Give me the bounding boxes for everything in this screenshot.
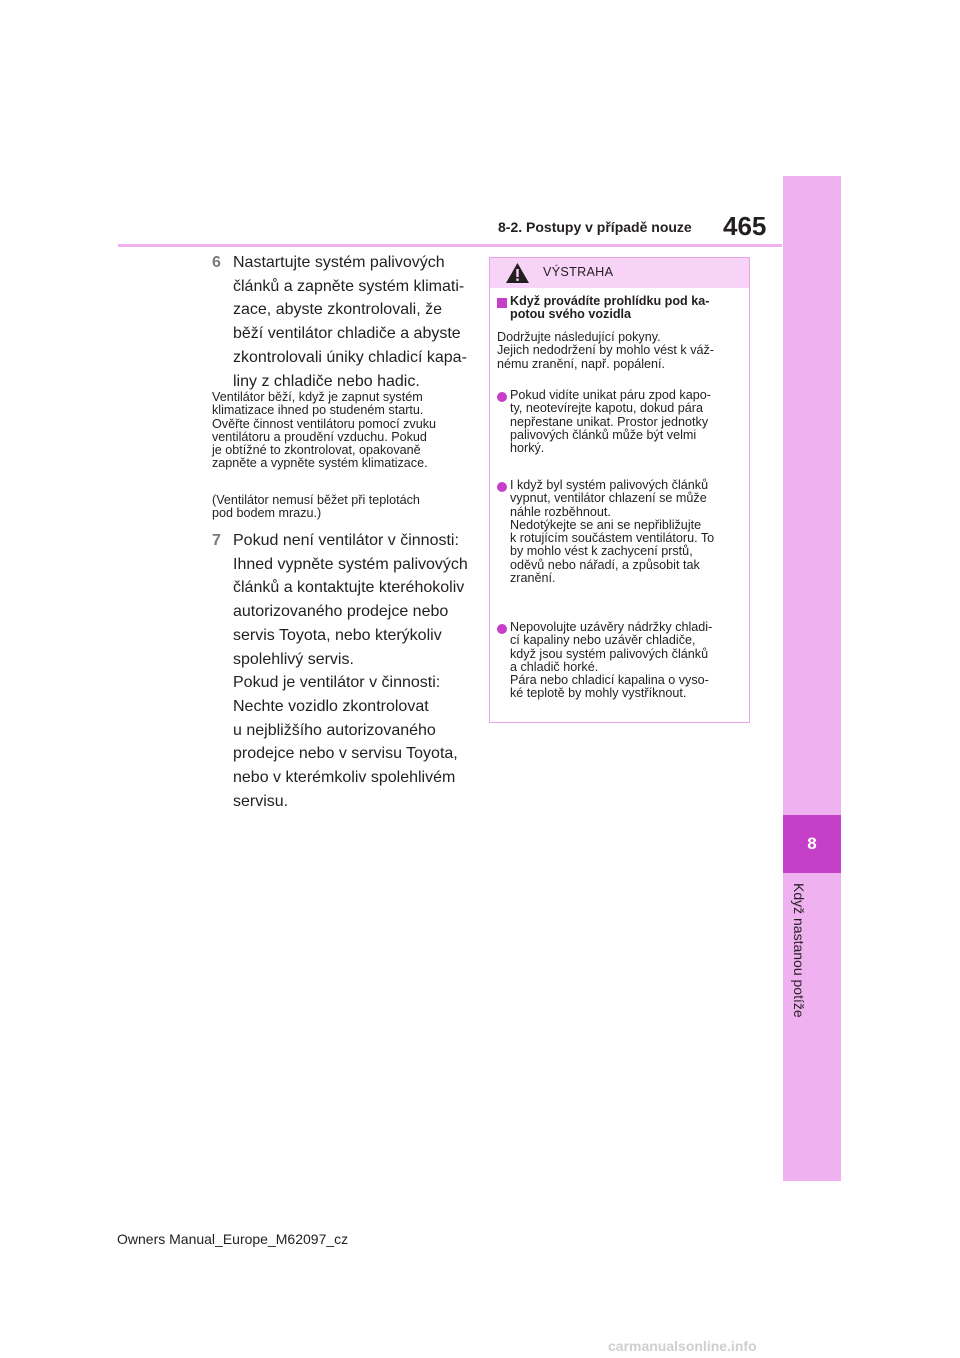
step-line: prodejce nebo v servisu Toyota,	[233, 745, 458, 763]
bullet-line: a chladič horké.	[510, 659, 599, 674]
warning-bullet	[510, 389, 746, 455]
step-line: článků a zapněte systém klimati-	[233, 277, 465, 295]
note-line: Ventilátor běží, když je zapnut systém	[212, 390, 423, 404]
step-line: Nastartujte systém palivových	[233, 254, 445, 271]
note-line: zapněte a vypněte systém klimatizace.	[212, 456, 428, 471]
step-number: 7	[212, 532, 221, 549]
bullet-line: náhle rozběhnout.	[510, 504, 611, 519]
bullet-line: by mohlo vést k zachycení prstů,	[510, 544, 693, 559]
step-7	[212, 529, 472, 813]
bullet-line: I když byl systém palivových článků	[510, 478, 709, 492]
bullet-line: ké teplotě by mohly vystříknout.	[510, 686, 687, 701]
chapter-number-badge: 8	[783, 815, 841, 873]
footer-doc-id: Owners Manual_Europe_M62097_cz	[117, 1231, 349, 1247]
note-line: Ověřte činnost ventilátoru pomocí zvuku	[212, 416, 436, 431]
step-line: běží ventilátor chladiče a abyste	[233, 325, 461, 343]
note-line: klimatizace ihned po studeném startu.	[212, 403, 424, 418]
step-line: Ihned vypněte systém palivových	[233, 555, 468, 573]
note-line: je obtížné to zkontrolovat, opakovaně	[212, 443, 421, 458]
bullet-line: Pára nebo chladicí kapalina o vyso-	[510, 673, 709, 688]
bullet-line: nepřestane unikat. Prostor jednotky	[510, 414, 709, 429]
note-line: ventilátoru a proudění vzduchu. Pokud	[212, 429, 427, 444]
step-line: Pokud je ventilátor v činnosti:	[233, 674, 441, 692]
section-title: 8-2. Postupy v případě nouze	[498, 219, 692, 235]
bullet-line: palivových článků může být velmi	[510, 427, 697, 442]
step-line: u nejbližšího autorizovaného	[233, 721, 436, 739]
bullet-line: horký.	[510, 441, 545, 456]
page-number: 465	[723, 211, 767, 241]
step-text	[233, 529, 472, 813]
bullet-icon	[497, 482, 507, 492]
warning-title: VÝSTRAHA	[543, 265, 614, 279]
warning-heading-line: potou svého vozidla	[510, 307, 632, 322]
step-line: zkontrolovali úniky chladicí kapa-	[233, 348, 467, 366]
chapter-label: Když nastanou potíže	[791, 883, 807, 1018]
note-paragraph	[212, 494, 472, 521]
bullet-icon	[497, 392, 507, 402]
watermark: carmanualsonline.info	[608, 1338, 757, 1354]
warning-bullet	[510, 621, 746, 701]
note-line: pod bodem mrazu.)	[212, 506, 322, 521]
step-line: článků a kontaktujte kteréhokoliv	[233, 579, 465, 597]
warning-intro	[497, 331, 747, 371]
warning-intro-line: Jejich nedodržení by mohlo vést k váž-	[497, 343, 714, 358]
bullet-icon	[497, 624, 507, 634]
note-paragraph	[212, 391, 472, 471]
heading-square-icon	[497, 298, 507, 308]
bullet-line: když jsou systém palivových článků	[510, 646, 709, 661]
bullet-line: zranění.	[510, 571, 556, 586]
bullet-line: oděvů nebo nářadí, a způsobit tak	[510, 557, 700, 572]
step-line: autorizovaného prodejce nebo	[233, 603, 449, 621]
step-6	[212, 251, 472, 393]
warning-heading-line: Když provádíte prohlídku pod ka-	[510, 294, 710, 308]
step-line: Pokud není ventilátor v činnosti:	[233, 532, 459, 549]
step-line: spolehlivý servis.	[233, 650, 354, 668]
step-line: liny z chladiče nebo hadic.	[233, 372, 420, 390]
step-number: 6	[212, 254, 221, 271]
step-line: Nechte vozidlo zkontrolovat	[233, 697, 429, 715]
step-line: servisu.	[233, 792, 289, 810]
warning-triangle-icon	[505, 262, 530, 284]
step-line: servis Toyota, nebo kterýkoliv	[233, 626, 442, 644]
bullet-line: Nedotýkejte se ani se nepřibližujte	[510, 517, 702, 532]
bullet-line: cí kapaliny nebo uzávěr chladiče,	[510, 633, 696, 648]
chapter-side-tab	[783, 176, 841, 1181]
bullet-line: ty, neotevírejte kapotu, dokud pára	[510, 401, 703, 416]
bullet-line: Pokud vidíte unikat páru zpod kapo-	[510, 388, 711, 402]
warning-bullet	[510, 479, 746, 585]
note-line: (Ventilátor nemusí běžet při teplotách	[212, 493, 420, 507]
header-divider	[118, 244, 782, 247]
warning-heading	[510, 295, 760, 322]
step-line: zace, abyste zkontrolovali, že	[233, 301, 442, 319]
bullet-line: Nepovolujte uzávěry nádržky chladi-	[510, 620, 713, 634]
warning-intro-line: nému zranění, např. popálení.	[497, 356, 666, 371]
step-line: nebo v kterémkoliv spolehlivém	[233, 769, 456, 787]
bullet-line: vypnut, ventilátor chlazení se může	[510, 491, 707, 506]
bullet-line: k rotujícím součástem ventilátoru. To	[510, 531, 715, 546]
step-text	[233, 251, 472, 393]
warning-intro-line: Dodržujte následující pokyny.	[497, 330, 661, 344]
